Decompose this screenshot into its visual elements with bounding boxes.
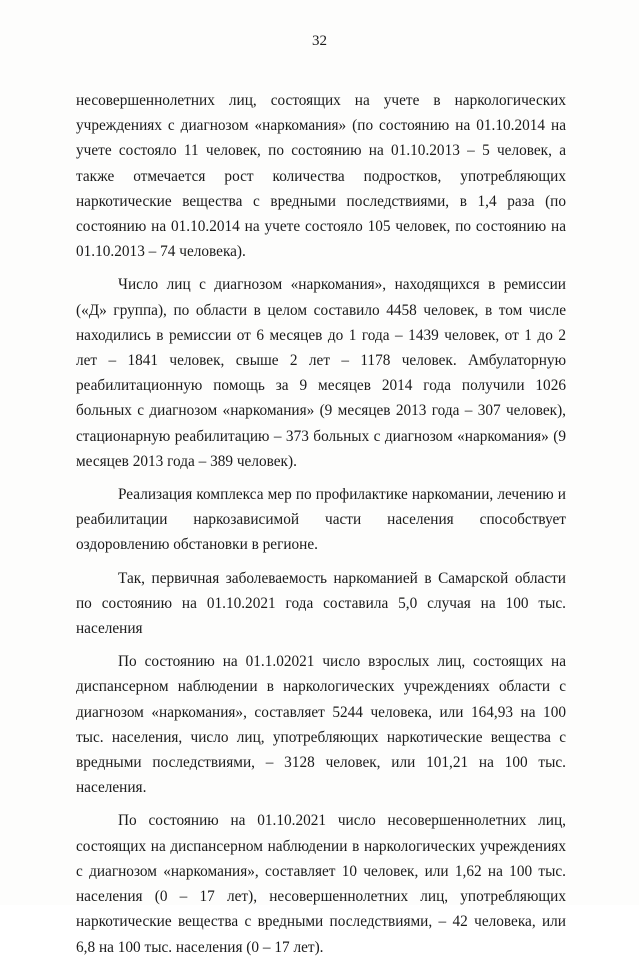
paragraph-1: несовершеннолетних лиц, состоящих на учете в наркологических учреждениях с диагнозом «наркомания» (по состоянию на 01.10.2014 на учете состояло 11 человек, по состоянию на 01.10.2013 – 5 человек, а также отмечается рост количества подростков, употребляющих наркотические вещества с вредными последствиями, в 1,4 раза (по состоянию на 01.10.2014 на учете состояло 105 человек, по состоянию на 01.10.2013 – 74 человека). [76, 92, 566, 261]
paragraph-5: По состоянию на 01.1.02021 число взрослых лиц, состоящих на диспансерном наблюдении в наркологических учреждениях области с диагнозом «наркомания», составляет 5244 человека, или 164,93 на 100 тыс. населения, число лиц, употребляющих наркотические вещества с вредными последствиями, – 3128 человек, или 101,21 на 100 тыс. населения. [76, 653, 566, 797]
paragraph-6: По состоянию на 01.10.2021 число несовершеннолетних лиц, состоящих на диспансерном наблюдении в наркологических учреждениях с диагнозом «наркомания», составляет 10 человек, или 1,62 на 100 тыс. населения (0 – 17 лет), несовершеннолетних лиц, употребляющих наркотические вещества с вредными последствиями, – 42 человека, или 6,8 на 100 тыс. населения (0 – 17 лет). [76, 812, 566, 956]
paragraph-4: Так, первичная заболеваемость наркоманией в Самарской области по состоянию на 01.10.2021 года составила 5,0 случая на 100 тыс. населения [76, 569, 566, 638]
paragraph-3: Реализация комплекса мер по профилактике наркомании, лечению и реабилитации наркозависимой части населения способствует оздоровлению обстановки в регионе. [76, 486, 566, 554]
document-body [76, 88, 566, 960]
paragraph-2: Число лиц с диагнозом «наркомания», находящихся в ремиссии («Д» группа), по области в целом составило 4458 человек, в том числе находились в ремиссии от 6 месяцев до 1 года – 1439 человек, от 1 до 2 лет – 1841 человек, свыше 2 лет – 1178 человек. Амбулаторную реабилитационную помощь за 9 месяцев 2014 года получили 1026 больных с диагнозом «наркомания» (9 месяцев 2013 года – 307 человек), стационарную реабилитацию – 373 больных с диагнозом «наркомания» (9 месяцев 2013 года – 389 человек). [76, 276, 566, 470]
page-number: 32 [312, 33, 327, 49]
